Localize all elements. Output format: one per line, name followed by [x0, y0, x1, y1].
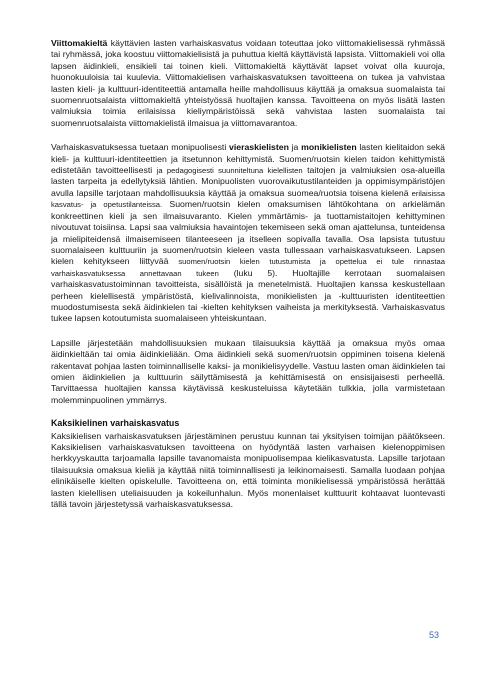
section-heading: Kaksikielinen varhaiskasvatus	[51, 418, 180, 429]
paragraph-text-small: suomen/ruotsin kielen tutustumista ja opettelua ei tule rinnastaa varhaiskasvatuksessa annettavaan tukeen	[51, 257, 445, 278]
paragraph-bilingual: Kaksikielisen varhaiskasvatuksen järjestäminen perustuu kunnan tai yksityisen toimijan päätökseen. Kaksikielisen varhaiskasvatuksen tavoitteena on hyödyntää lasten varhaisen kielenoppimisen herkkyyskautta tarjoamalla lapsille tavanomaista monipuolisempaa kielikasvatusta. Lapsille tarjotaan tilaisuuksia omaksua kieliä ja käyttää niitä toiminnallisesti ja leikinomaisesti. Samalla luodaan pohjaa elinikäiselle kielten opiskelulle. Tavoitteena on, että toiminta monikielisessä ympäristössä herättää lasten kielellisen uteliaisuuden ja kokeilunhalun. Myös monenlaiset kulttuurit kohtaavat luontevasti tällä tavoin järjestetyssä varhaiskasvatuksessa.	[51, 430, 445, 510]
paragraph-text-small: erilaisissa kasvatus- ja opetustilanteissa.	[51, 188, 445, 210]
paragraph-text: Suomen/ruotsin kielen omaksumisen lähtökohtana on arkielämän konkreettinen kieli ja sen ilmaisuvaranto. Kielen ymmärtämis- ja tuottamistaitojen kehittyminen nivoutuvat toisiinsa. Lapsi saa valmiuksia havaintojen tekemiseen sekä oman ajattelunsa, tunteidensa ja mielipiteidensä ilmaisemiseen tilanteeseen ja itselleen sopivalla tavalla. Osa lapsista tutustuu suomalaiseen kulttuuriin ja suomen/ruotsin kieleen vasta tullessaan varhaiskasvatukseen. Lapsen kielen kehitykseen liittyvää	[51, 199, 445, 267]
paragraph-text: lasten kielitaidon sekä kieli- ja kulttuuri-identiteettien ja itsetunnon kehittymistä. Suomen/ruotsin kielen taidon kehittymistä edistetään tavoitteellisesti	[51, 142, 445, 176]
bold-term-viittomakielta: Viittomakieltä	[51, 38, 108, 48]
paragraph-mother-tongue: Lapsille järjestetään mahdollisuuksien mukaan tilaisuuksia käyttää ja omaksua myös omaa äidinkieltään tai omia äidinkieliään. Oma äidinkieli sekä suomen/ruotsin oppiminen toisena kielenä rakentavat pohjaa lasten toiminnalliselle kaksi- ja monikielisyydelle. Vastuu lasten oman äidinkielen tai omien äidinkielien ja kulttuurin säilyttämisestä ja kehittämisestä on ensisijaisesti perheellä. Tarvittaessa huoltajien kanssa käytävissä keskusteluissa käytetään tulkkia, jolla varmistetaan molemminpuolinen ymmärrys.	[51, 337, 445, 405]
paragraph-text: (luku 5). Huoltajille kerrotaan suomalaisen varhaiskasvatustoiminnan tavoitteista, sisällöistä ja menetelmistä. Huoltajien kanssa keskustellaan perheen kielellisestä ympäristöstä, kielivalinnoista, monikielisten ja -kulttuuristen identiteettien muodostumisesta sekä äidinkielen tai -kielten kehityksen vaiheista ja merkityksestä. Varhaiskasvatus tukee lapsen kotoutumista suomalaiseen yhteiskuntaan.	[51, 267, 445, 324]
bold-term-vieraskielisten: vieraskielisten	[229, 142, 289, 153]
paragraph-multilingual	[51, 142, 445, 325]
paragraph-text: taitojen ja valmiuksien osa-alueilla lasten tarpeita ja edellytyksiä lähtien. Monipuolisten vuorovaikutustilanteiden ja oppimisympäristöjen avulla lapsille tarjotaan mahdollisuuksia käyttää ja omaksua suomea/ruotsia toisena kielenä	[51, 165, 445, 198]
paragraph-text-small: ja pedagogisesti suunniteltuna kielellisten	[156, 166, 303, 176]
paragraph-text: ja	[288, 142, 302, 153]
document-page	[51, 38, 445, 510]
paragraph-text: Varhaiskasvatuksessa tuetaan monipuolisesti	[51, 142, 229, 153]
paragraph-text: käyttävien lasten varhaiskasvatus voidaan toteuttaa joko viittomakielisessä ryhmässä tai ryhmässä, joka koostuu viittomakielisistä ja puhuttua kieltä käyttävistä lapsista. Viittomakieli voi olla lapsen äidinkieli, ensikieli tai toinen kieli. Viittomakieltä käyttävät lapset voivat olla kuuroja, huonokuuloisia tai kuulevia. Viittomakielisen varhaiskasvatuksen tavoitteena on tukea ja vahvistaa lasten kieli- ja kulttuuri-identiteettiä antamalla heille mahdollisuus käyttää ja omaksua suomalaista tai suomenruotsalaista viittomakieltä yhteistyössä huoltajien kanssa. Tavoitteena on myös lisätä lasten valmiuksia toimia erilaisissa kieliympäristöissä sekä vahvistaa lasten suomalaista tai suomenruotsalaista viittomakielistä ilmaisua ja viittomavarantoa.	[51, 38, 445, 128]
page-number: 53	[429, 630, 440, 640]
paragraph-sign-language	[51, 38, 445, 129]
bold-term-monikielisten: monikielisten	[301, 142, 357, 153]
